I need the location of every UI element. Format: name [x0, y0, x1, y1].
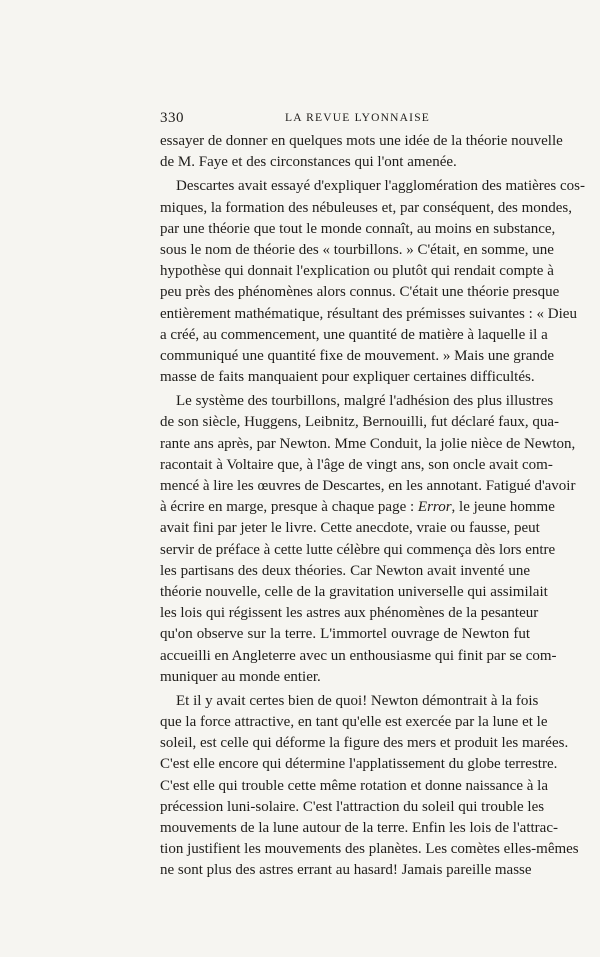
- text-line: masse de faits manquaient pour expliquer certaines difficultés.: [160, 369, 535, 386]
- text-line: précession luni-solaire. C'est l'attraction du soleil qui trouble les: [160, 798, 545, 815]
- text-segment: , le jeune homme: [451, 499, 555, 516]
- paragraph: [160, 391, 576, 688]
- text-line: Le système des tourbillons, malgré l'adhésion des plus illustres: [176, 393, 554, 410]
- text-line: racontait à Voltaire que, à l'âge de vingt ans, son oncle avait com-: [160, 456, 553, 473]
- text-line: essayer de donner en quelques mots une idée de la théorie nouvelle: [160, 133, 563, 149]
- text-line: C'est elle qui trouble cette même rotation et donne naissance à la: [160, 777, 548, 794]
- text-line: entièrement mathématique, résultant des prémisses suivantes : « Dieu: [160, 305, 577, 322]
- text-line: rante ans après, par Newton. Mme Conduit, la jolie nièce de Newton,: [160, 435, 576, 452]
- text-line: Et il y avait certes bien de quoi! Newton démontrait à la fois: [176, 692, 539, 709]
- page-header: [160, 110, 530, 130]
- text-line-with-italic: [160, 497, 555, 518]
- paragraph: [160, 176, 585, 388]
- text-line: tion justifient les mouvements des planètes. Les comètes elles-mêmes: [160, 841, 579, 858]
- text-line: par une théorie que tout le monde connaît, au moins en substance,: [160, 220, 556, 237]
- text-line: muniquer au monde entier.: [160, 668, 321, 685]
- text-line: accueilli en Angleterre avec un enthousiasme qui finit par se com-: [160, 647, 557, 664]
- paragraph: [160, 131, 563, 173]
- page-number: 330: [160, 110, 184, 126]
- text-line: sous le nom de théorie des « tourbillons. » C'était, en somme, une: [160, 241, 554, 258]
- paragraph: [160, 691, 579, 882]
- text-line: soleil, est celle qui déforme la figure des mers et produit les marées.: [160, 735, 569, 752]
- text-line: les partisans des deux théories. Car Newton avait inventé une: [160, 562, 530, 579]
- text-line: que la force attractive, en tant qu'elle est exercée par la lune et le: [160, 714, 548, 731]
- text-line: hypothèse qui donnait l'explication ou plutôt qui rendait compte à: [160, 263, 554, 280]
- text-line: ne sont plus des astres errant au hasard! Jamais pareille masse: [160, 862, 532, 879]
- text-segment: à écrire en marge, presque à chaque page :: [160, 499, 415, 516]
- text-line: de M. Faye et des circonstances qui l'ont amenée.: [160, 154, 457, 171]
- text-line: mouvements de la lune autour de la terre. Enfin les lois de l'attrac-: [160, 820, 558, 836]
- text-line: les lois qui régissent les astres aux phénomènes de la pesanteur: [160, 605, 539, 622]
- body-text: [160, 131, 585, 882]
- text-line: mencé à lire les œuvres de Descartes, en les annotant. Fatigué d'avoir: [160, 478, 576, 494]
- running-title: LA REVUE LYONNAISE: [285, 112, 431, 124]
- text-line: servir de préface à cette lutte célèbre qui commença dès lors entre: [160, 541, 556, 558]
- text-line: Descartes avait essayé d'expliquer l'agglomération des matières cos-: [176, 178, 585, 195]
- text-line: avait fini par jeter le livre. Cette anecdote, vraie ou fausse, peut: [160, 520, 540, 537]
- text-line: C'est elle encore qui détermine l'applatissement du globe terrestre.: [160, 756, 558, 773]
- text-line: peu près des phénomènes alors connus. C'était une théorie presque: [160, 284, 560, 301]
- text-line: théorie nouvelle, celle de la gravitation universelle qui assimilait: [160, 583, 548, 600]
- text-line: de son siècle, Huggens, Leibnitz, Bernouilli, fut déclaré faux, qua-: [160, 414, 560, 431]
- text-line: communiqué une quantité fixe de mouvement. » Mais une grande: [160, 347, 555, 364]
- italic-word: Error: [417, 499, 452, 516]
- text-line: qu'on observe sur la terre. L'immortel ouvrage de Newton fut: [160, 626, 530, 643]
- text-line: a créé, au commencement, une quantité de matière à laquelle il a: [160, 326, 548, 343]
- text-line: miques, la formation des nébuleuses et, par conséquent, des mondes,: [160, 199, 572, 216]
